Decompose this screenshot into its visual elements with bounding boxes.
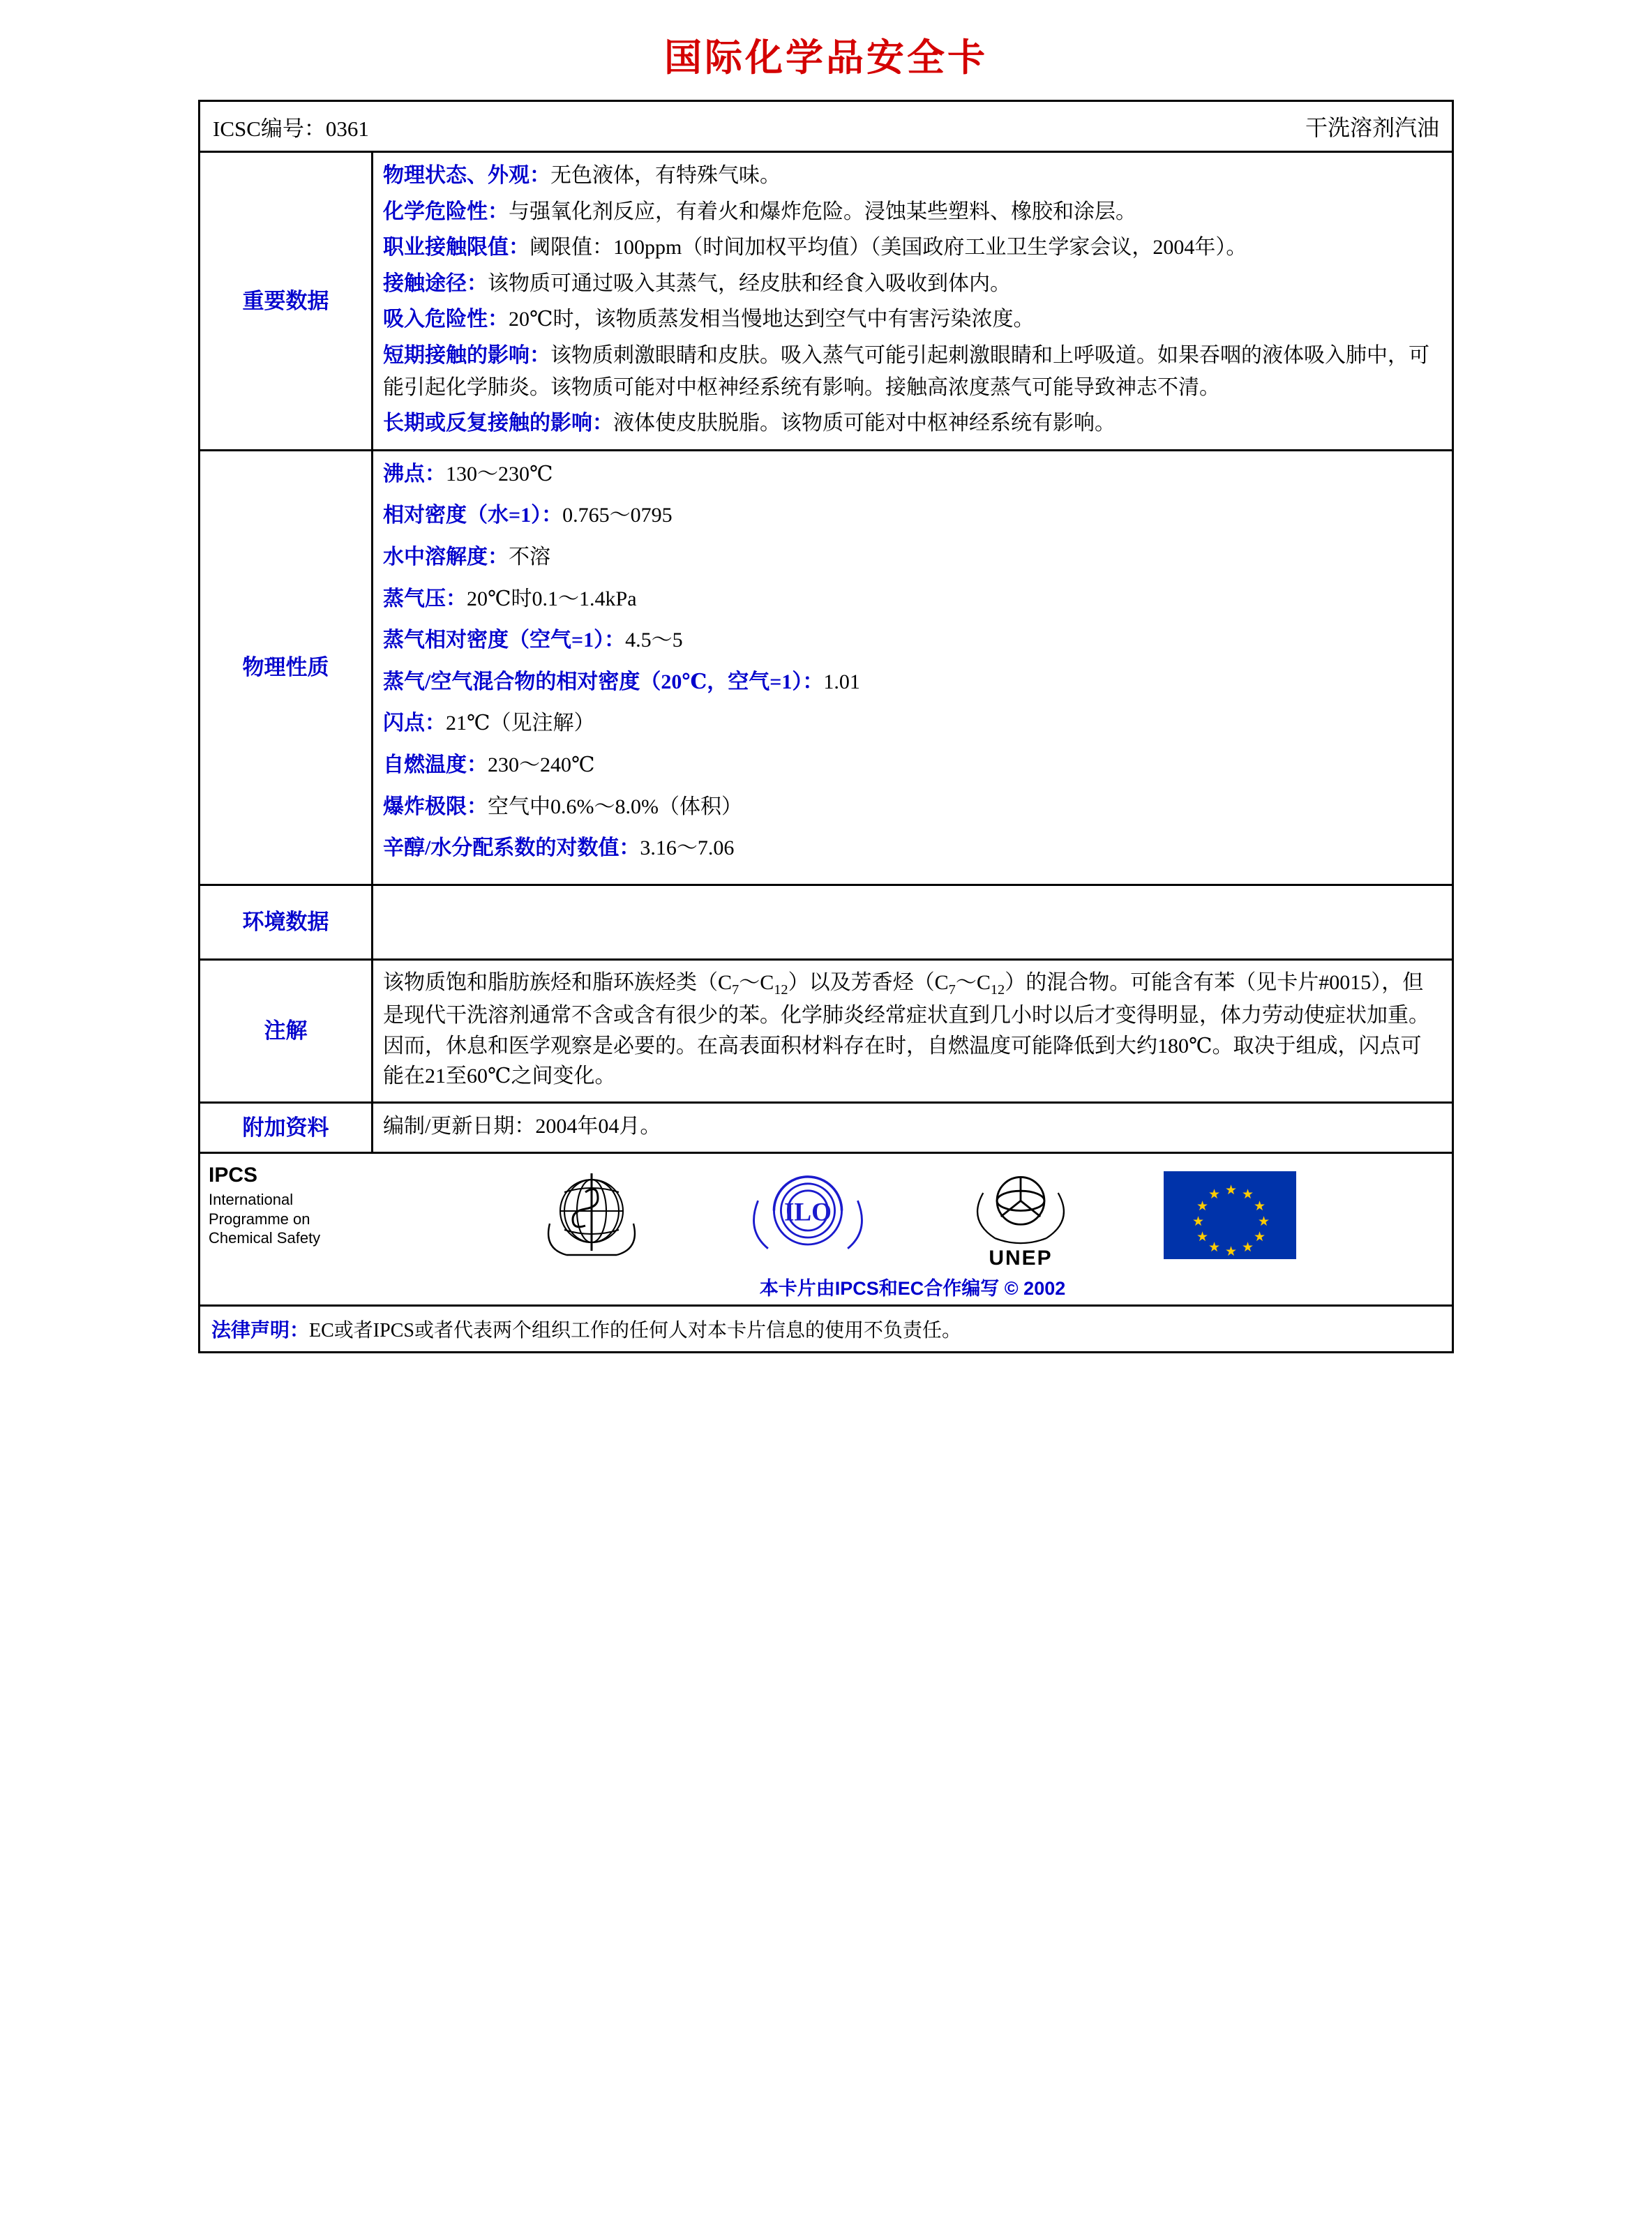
data-text: 230～240℃ xyxy=(488,753,595,776)
who-logo xyxy=(529,1161,654,1269)
data-text: 与强氧化剂反应，有着火和爆炸危险。浸蚀某些塑料、橡胶和涂层。 xyxy=(509,200,1136,223)
data-keyword: 辛醇/水分配系数的对数值： xyxy=(383,836,640,860)
label-notes: 注解 xyxy=(200,961,373,1101)
notes-sub-4: 12 xyxy=(990,982,1005,998)
data-line xyxy=(383,268,1442,300)
data-text: 1.01 xyxy=(823,670,860,693)
data-keyword: 长期或反复接触的影响： xyxy=(383,412,613,435)
body-physical-properties xyxy=(373,451,1452,884)
data-line xyxy=(383,160,1442,192)
data-keyword: 水中溶解度： xyxy=(383,545,509,569)
section-notes xyxy=(200,961,1452,1104)
data-keyword: 物理状态、外观： xyxy=(383,164,550,187)
section-additional-info xyxy=(200,1104,1452,1155)
data-line xyxy=(383,749,1442,781)
body-notes xyxy=(373,961,1452,1101)
ipcs-abbr: IPCS xyxy=(209,1164,258,1187)
data-text: 20℃时，该物质蒸发相当慢地达到空气中有害污染浓度。 xyxy=(509,308,1035,331)
data-line xyxy=(383,303,1442,336)
data-line xyxy=(383,196,1442,228)
data-keyword: 化学危险性： xyxy=(383,200,509,223)
data-text: 0.765～0795 xyxy=(562,504,673,527)
notes-text-4: ～C xyxy=(955,970,991,994)
ipcs-block xyxy=(200,1154,373,1304)
data-keyword: 吸入危险性： xyxy=(383,308,509,331)
ilo-logo xyxy=(738,1161,878,1269)
data-line xyxy=(383,832,1442,864)
data-line xyxy=(383,541,1442,573)
eu-flag-logo: ★ ★ ★ ★ ★ ★ ★ ★ ★ ★ ★ ★ xyxy=(1164,1171,1296,1259)
notes-sub-2: 12 xyxy=(774,982,788,998)
body-environmental-data xyxy=(373,886,1452,958)
legal-disclaimer xyxy=(200,1307,1452,1351)
data-keyword: 接触途径： xyxy=(383,271,488,295)
card-header xyxy=(200,102,1452,153)
logos xyxy=(373,1159,1452,1270)
footer-logos-row xyxy=(200,1154,1452,1307)
copyright-notice: 本卡片由IPCS和EC合作编写 © 2002 xyxy=(759,1278,1066,1300)
body-important-data xyxy=(373,153,1452,449)
data-keyword: 蒸气压： xyxy=(383,587,467,610)
data-keyword: 蒸气/空气混合物的相对密度（20℃，空气=1）： xyxy=(383,670,824,693)
section-environmental-data xyxy=(200,886,1452,961)
data-text: 21℃（见注解） xyxy=(446,712,595,735)
legal-text: EC或者IPCS或者代表两个组织工作的任何人对本卡片信息的使用不负责任。 xyxy=(309,1320,961,1342)
data-line xyxy=(383,407,1442,439)
data-text: 20℃时0.1～1.4kPa xyxy=(467,587,637,610)
notes-sub-3: 7 xyxy=(948,982,956,998)
ipcs-full-name: International Programme on Chemical Safety xyxy=(209,1191,321,1247)
section-important-data xyxy=(200,153,1452,451)
label-important-data: 重要数据 xyxy=(200,153,373,449)
data-keyword: 爆炸极限： xyxy=(383,795,488,818)
page-title: 国际化学品安全卡 xyxy=(664,37,988,79)
icsc-number-label: ICSC编号： xyxy=(213,116,326,141)
notes-text-3: ）以及芳香烃（C xyxy=(788,970,949,994)
data-line xyxy=(383,791,1442,823)
notes-sub-1: 7 xyxy=(732,982,739,998)
notes-text-1: 该物质饱和脂肪族烃和脂环族烃类（C xyxy=(383,970,733,994)
icsc-card xyxy=(198,100,1454,1353)
data-line xyxy=(383,458,1442,490)
data-keyword: 闪点： xyxy=(383,712,446,735)
data-text: 空气中0.6%～8.0%（体积） xyxy=(488,795,742,818)
data-keyword: 短期接触的影响： xyxy=(383,343,550,367)
unep-logo xyxy=(961,1159,1080,1270)
svg-text:ILO: ILO xyxy=(783,1198,832,1228)
logos-area xyxy=(373,1154,1452,1304)
substance-name: 干洗溶剂汽油 xyxy=(1305,115,1439,140)
data-keyword: 自燃温度： xyxy=(383,753,488,776)
data-text: 130～230℃ xyxy=(446,462,553,486)
icsc-number-value: 0361 xyxy=(325,116,369,141)
icsc-number-block xyxy=(213,111,1305,142)
data-text: 4.5～5 xyxy=(625,629,683,652)
data-line xyxy=(383,499,1442,532)
data-line xyxy=(383,232,1442,264)
data-text: 无色液体，有特殊气味。 xyxy=(550,164,781,187)
data-line xyxy=(383,624,1442,656)
data-keyword: 相对密度（水=1）： xyxy=(383,504,563,527)
notes-text-5: ）的混合物。可能含有苯（见卡片#0015），但是现代干洗溶剂通常不含或含有很少的苯。化学肺炎经常症状直到几小时以后才变得明显，体力劳动使症状加重。因而，休息和医学观察是必要的。在高表面积材料存在时，自燃温度可能降低到大约180℃。取决于组成，闪点可能在21至60℃之间变化。 xyxy=(383,970,1429,1088)
data-keyword: 蒸气相对密度（空气=1）： xyxy=(383,629,626,652)
data-text: 阈限值：100ppm（时间加权平均值）（美国政府工业卫生学家会议，2004年）。 xyxy=(530,236,1247,260)
data-line xyxy=(383,707,1442,739)
legal-keyword: 法律声明： xyxy=(211,1320,310,1342)
data-line xyxy=(383,583,1442,615)
data-text: 该物质刺激眼睛和皮肤。吸入蒸气可能引起刺激眼睛和上呼吸道。如果吞咽的液体吸入肺中，可能引起化学肺炎。该物质可能对中枢神经系统有影响。接触高浓度蒸气可能导致神志不清。 xyxy=(383,343,1429,399)
section-physical-properties xyxy=(200,451,1452,886)
data-line xyxy=(383,340,1442,403)
data-keyword: 沸点： xyxy=(383,462,446,486)
data-text: 不溶 xyxy=(509,545,550,569)
unep-label: UNEP xyxy=(989,1247,1053,1270)
data-text: 液体使皮肤脱脂。该物质可能对中枢神经系统有影响。 xyxy=(613,412,1116,435)
data-text: 3.16～7.06 xyxy=(640,836,735,860)
label-environmental-data: 环境数据 xyxy=(200,886,373,958)
data-line xyxy=(383,666,1442,698)
body-additional-info: 编制/更新日期：2004年04月。 xyxy=(383,1114,661,1138)
notes-text-2: ～C xyxy=(739,970,774,994)
data-keyword: 职业接触限值： xyxy=(383,236,530,260)
label-physical-properties: 物理性质 xyxy=(200,451,373,884)
data-text: 该物质可通过吸入其蒸气，经皮肤和经食入吸收到体内。 xyxy=(488,271,1011,295)
label-additional-info: 附加资料 xyxy=(200,1104,373,1152)
